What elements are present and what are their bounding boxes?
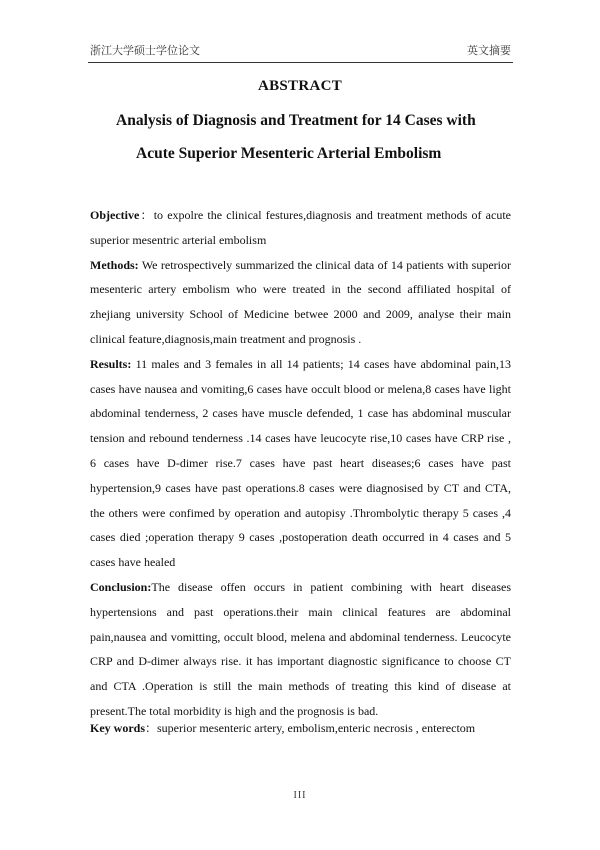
running-header xyxy=(88,36,513,63)
objective-separator: ： xyxy=(139,208,154,222)
results-text: 11 males and 3 females in all 14 patients; 14 cases have abdominal pain,13 cases have nausea and vomiting,6 cases have occult blood or melena,8 cases have light abdominal tenderness, 2 cases have muscle defended, 1 case has abdominal muscular tension and rebound tenderness .14 cases have leucocyte rise,10 cases have CRP rise , 6 cases have D-dimer rise.7 cases have past heart diseases;6 cases have past hypertension,9 cases have past operations.8 cases were diagnosised by CT and CTA, the others were confimed by operation and autopisy .Thrombolytic therapy 5 cases ,4 cases died ;operation therapy 9 cases ,postoperation death occurred in 4 cases and 5 cases have healed xyxy=(90,356,511,570)
objective-paragraph xyxy=(90,203,511,253)
objective-text: to expolre the clinical festures,diagnosis and treatment methods of acute superior mesentric arterial embolism xyxy=(90,208,511,247)
header-section-name: 英文摘要 xyxy=(467,45,511,57)
conclusion-paragraph xyxy=(90,575,511,724)
keywords-separator: ： xyxy=(145,721,158,735)
keywords-text: superior mesenteric artery, embolism,enteric necrosis , enterectom xyxy=(157,721,476,735)
abstract-body xyxy=(90,203,511,724)
conclusion-label: Conclusion: xyxy=(90,579,152,594)
methods-label: Methods: xyxy=(90,257,139,272)
results-paragraph xyxy=(90,352,511,575)
results-label: Results: xyxy=(90,356,132,371)
methods-text: We retrospectively summarized the clinical data of 14 patients with superior mesenteric artery embolism who were treated in the second affiliated hospital of zhejiang university School of Medicine betwee 2000 and 2009, analyse their main clinical feature,diagnosis,main treatment and prognosis . xyxy=(90,257,511,346)
keywords-label: Key words xyxy=(90,721,145,735)
paper-title-line-2: Acute Superior Mesenteric Arterial Embolism xyxy=(136,145,442,162)
paper-title-line-1: Analysis of Diagnosis and Treatment for 14 Cases with xyxy=(116,112,476,129)
conclusion-text: The disease offen occurs in patient combining with heart diseases hypertensions and past operations.their main clinical features are abdominal pain,nausea and vomitting, occult blood, melena and abdominal tenderness. Leucocyte CRP and D-dimer always rise. it has important diagnostic significance to choose CT and CTA .Operation is still the main methods of treating this kind of disease at present.The total morbidity is high and the prognosis is bad. xyxy=(90,579,511,718)
methods-paragraph xyxy=(90,253,511,352)
keywords-line xyxy=(90,719,520,736)
abstract-heading: ABSTRACT xyxy=(257,78,343,94)
objective-label: Objective xyxy=(90,208,140,222)
header-thesis-title: 浙江大学硕士学位论文 xyxy=(90,45,200,57)
page-number: III xyxy=(293,790,307,801)
